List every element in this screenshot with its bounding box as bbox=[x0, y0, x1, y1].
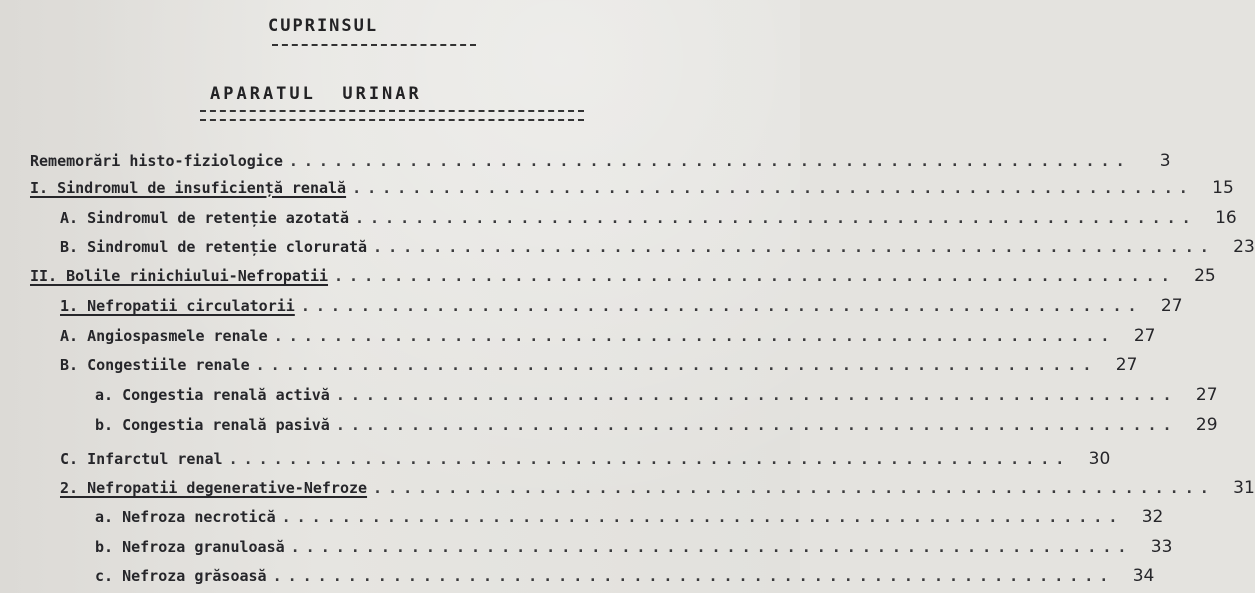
toc-entry-bolile-rinichiului bbox=[30, 263, 1216, 290]
toc-entry-retentie-clorurata bbox=[60, 234, 1255, 261]
toc-leader-dots: ........................................................ bbox=[288, 152, 1131, 170]
toc-entry-label: Rememorări histo-fiziologice bbox=[30, 152, 283, 170]
toc-entry-label: a. Congestia renală activă bbox=[95, 386, 330, 404]
toc-leader-dots: ........................................................ bbox=[335, 416, 1178, 434]
toc-entry-nefroza-necrotica bbox=[95, 504, 1164, 531]
toc-leader-dots: ........................................................ bbox=[373, 238, 1215, 256]
toc-page-number: 16 bbox=[1215, 208, 1237, 228]
toc-page-number: 29 bbox=[1195, 415, 1218, 435]
toc-page-number: 30 bbox=[1088, 449, 1111, 469]
toc-entry-angiospasmele bbox=[60, 323, 1156, 350]
toc-leader-dots: ........................................................ bbox=[334, 267, 1176, 285]
toc-entry-nefroza-granuloasa bbox=[95, 534, 1173, 561]
toc-entry-label: 1. Nefropatii circulatorii bbox=[60, 297, 295, 315]
toc-page-number: 33 bbox=[1150, 537, 1173, 557]
toc-entry-rememorari bbox=[30, 148, 1171, 175]
toc-page-number: 15 bbox=[1212, 178, 1234, 198]
toc-entry-label: C. Infarctul renal bbox=[60, 450, 223, 468]
title-underline bbox=[272, 44, 476, 46]
toc-page-number: 34 bbox=[1132, 566, 1155, 586]
toc-page-number: 32 bbox=[1141, 507, 1164, 527]
toc-leader-dots: ........................................................ bbox=[373, 479, 1215, 497]
toc-entry-congestia-pasiva bbox=[95, 412, 1218, 439]
toc-leader-dots: ........................................................ bbox=[300, 297, 1143, 315]
toc-entry-label: B. Sindromul de retenție clorurată bbox=[60, 238, 368, 256]
toc-leader-dots: ........................................................ bbox=[281, 508, 1124, 526]
toc-page-number: 3 bbox=[1159, 151, 1171, 171]
toc-leader-dots: ........................................................ bbox=[290, 538, 1133, 556]
toc-leader-dots: ........................................................ bbox=[255, 356, 1098, 374]
toc-leader-dots: ........................................................ bbox=[228, 450, 1071, 468]
toc-leader-dots: ........................................................ bbox=[352, 179, 1194, 197]
page-title: CUPRINSUL bbox=[268, 16, 379, 36]
section-title: APARATUL URINAR bbox=[210, 84, 422, 104]
toc-entry-nefropatii-circulatorii bbox=[60, 293, 1183, 320]
toc-entry-label: 2. Nefropatii degenerative-Nefroze bbox=[60, 479, 368, 497]
toc-entry-label: c. Nefroza grăsoasă bbox=[95, 567, 267, 585]
toc-leader-dots: ........................................................ bbox=[273, 327, 1116, 345]
toc-entry-label: A. Angiospasmele renale bbox=[60, 327, 268, 345]
toc-page-number: 27 bbox=[1115, 355, 1138, 375]
toc-leader-dots: ........................................................ bbox=[272, 567, 1115, 585]
toc-entry-retentie-azotata bbox=[60, 205, 1237, 232]
toc-entry-nefroza-grasoasa bbox=[95, 563, 1155, 590]
toc-entry-congestia-activa bbox=[95, 382, 1218, 409]
toc-leader-dots: ........................................................ bbox=[335, 386, 1178, 404]
toc-entry-nefropatii-degenerative bbox=[60, 475, 1255, 502]
toc-page-number: 27 bbox=[1160, 296, 1183, 316]
toc-entry-label: a. Nefroza necrotică bbox=[95, 508, 276, 526]
toc-entry-sindrom-insuficienta bbox=[30, 175, 1234, 202]
toc-page-number: 23 bbox=[1233, 237, 1255, 257]
toc-leader-dots: ........................................................ bbox=[354, 209, 1197, 227]
toc-entry-label: B. Congestiile renale bbox=[60, 356, 250, 374]
toc-entry-congestiile bbox=[60, 352, 1138, 379]
toc-entry-label: I. Sindromul de insuficiență renală bbox=[30, 179, 347, 197]
toc-entry-infarctul bbox=[60, 446, 1111, 473]
toc-entry-label: b. Congestia renală pasivă bbox=[95, 416, 330, 434]
toc-page-number: 27 bbox=[1133, 326, 1156, 346]
toc-entry-label: A. Sindromul de retenție azotată bbox=[60, 209, 349, 227]
toc-page-number: 25 bbox=[1194, 266, 1216, 286]
toc-page-number: 27 bbox=[1195, 385, 1218, 405]
toc-entry-label: b. Nefroza granuloasă bbox=[95, 538, 285, 556]
section-double-underline bbox=[200, 110, 584, 121]
toc-page-number: 31 bbox=[1233, 478, 1255, 498]
toc-entry-label: II. Bolile rinichiului-Nefropatii bbox=[30, 267, 329, 285]
